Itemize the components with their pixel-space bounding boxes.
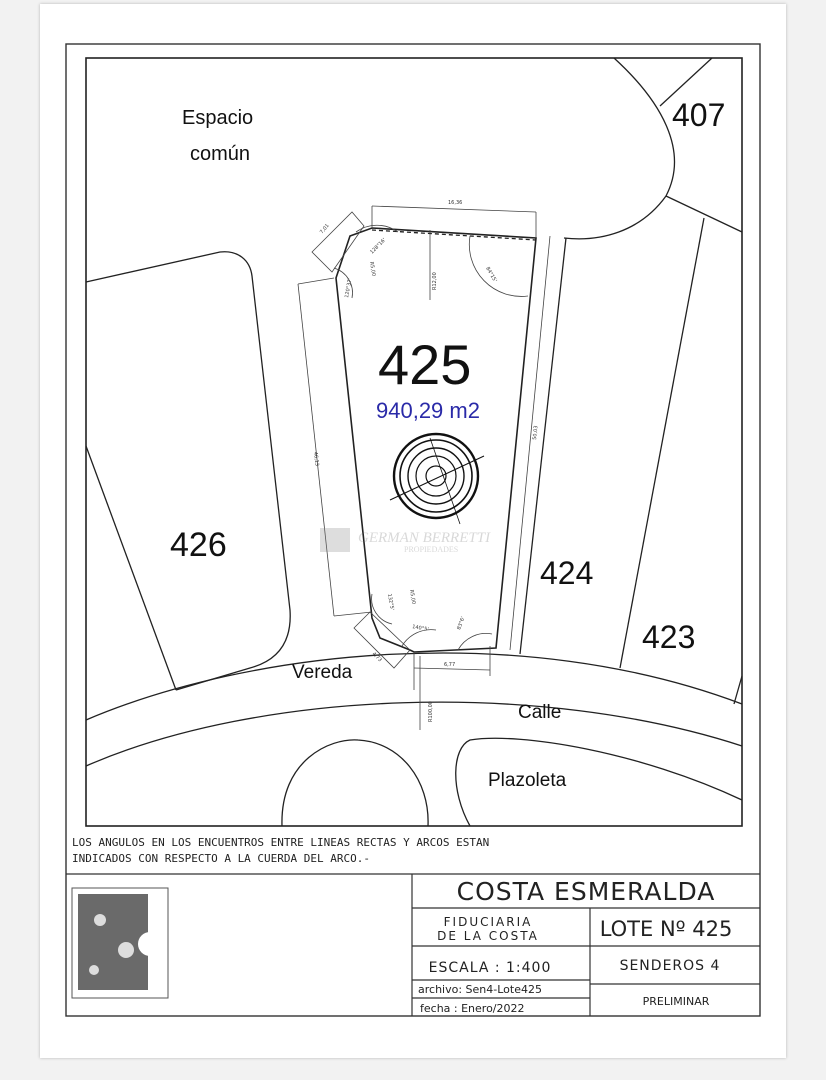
arc-angle-br (458, 633, 492, 650)
dim-corner-top (312, 212, 364, 272)
roundabout (282, 740, 428, 826)
lot-424-left (520, 238, 566, 654)
plazoleta-label: Plazoleta (488, 770, 567, 791)
project-name: COSTA ESMERALDA (456, 877, 716, 906)
watermark (320, 528, 491, 554)
lot-426-side (86, 446, 176, 690)
dim-corner-bottom-label: 4,73 (370, 651, 383, 664)
lot-423-number: 423 (642, 619, 696, 655)
watermark-sub: PROPIEDADES (404, 545, 459, 554)
map-frame (86, 58, 742, 826)
lot-424-423-boundary (620, 218, 704, 668)
lot-426-number: 426 (170, 526, 227, 564)
angle-tr-label: 84°15' (484, 266, 498, 284)
lot-407-bottom (666, 196, 742, 232)
dim-radius-top-label: R12,00 (432, 272, 438, 290)
lote-number: LOTE Nº 425 (599, 917, 733, 941)
lot-425-number: 425 (378, 333, 472, 396)
vereda-label: Vereda (292, 662, 353, 683)
company-line-2: DE LA COSTA (437, 929, 539, 943)
calle-label: Calle (518, 702, 562, 723)
arc-angle-bl2 (402, 630, 436, 646)
fecha: fecha : Enero/2022 (420, 1002, 525, 1015)
dim-left-tick-t (298, 278, 334, 284)
tree-symbol (390, 434, 484, 524)
angle-bl-label: 132°5' (386, 593, 395, 611)
espacio-label-1: Espacio (182, 107, 254, 129)
dim-top (372, 206, 536, 212)
escala: ESCALA : 1:400 (428, 960, 552, 976)
note-line-1: LOS ANGULOS EN LOS ENCUENTROS ENTRE LINEAS RECTAS Y ARCOS ESTAN (72, 836, 490, 849)
dim-right-label: 50,03 (532, 425, 540, 441)
dim-left-label: 46,13 (312, 451, 320, 467)
angle-tl2-label: 120°37' (344, 277, 354, 299)
angle-br-label: 83°6' (456, 616, 467, 631)
dim-radius-bottom-label: R100,00 (428, 701, 434, 722)
status-label: PRELIMINAR (642, 995, 710, 1008)
dim-left (298, 284, 334, 616)
radius-tl-label: R5,00 (368, 261, 377, 277)
lot-424-number: 424 (540, 555, 594, 591)
dim-top-label: 16,36 (448, 200, 463, 206)
lot-423-edge (734, 676, 742, 704)
calle-edge (86, 702, 742, 766)
plan-sheet (40, 4, 786, 1058)
watermark-name: GERMAN BERRETTI (358, 530, 491, 546)
dim-corner-top-label: 7,01 (318, 222, 331, 236)
senderos: SENDEROS 4 (619, 958, 721, 974)
lot-426-boundary (86, 252, 290, 690)
radius-bl-label: R5,00 (408, 589, 417, 605)
company-line-1: FIDUCIARIA (443, 915, 533, 929)
archivo: archivo: Sen4-Lote425 (418, 983, 542, 996)
culdesac-edge (564, 58, 674, 239)
angle-tl-label: 128°16' (369, 237, 388, 256)
company-logo (72, 888, 168, 998)
dim-bottom (414, 668, 490, 670)
dim-bottom-label: 6,77 (444, 662, 456, 668)
espacio-label-2: común (190, 143, 251, 165)
note-line-2: INDICADOS CON RESPECTO A LA CUERDA DEL ARCO.- (72, 852, 371, 865)
angle-bl2-label: 140°5' (411, 624, 430, 633)
watermark-logo (320, 528, 350, 552)
lot-407-number: 407 (672, 97, 726, 133)
lot-plan-drawing (40, 4, 786, 1058)
map-lines (86, 58, 742, 826)
arc-angle-tr (469, 236, 528, 296)
lot-425-area: 940,29 m2 (376, 398, 480, 423)
